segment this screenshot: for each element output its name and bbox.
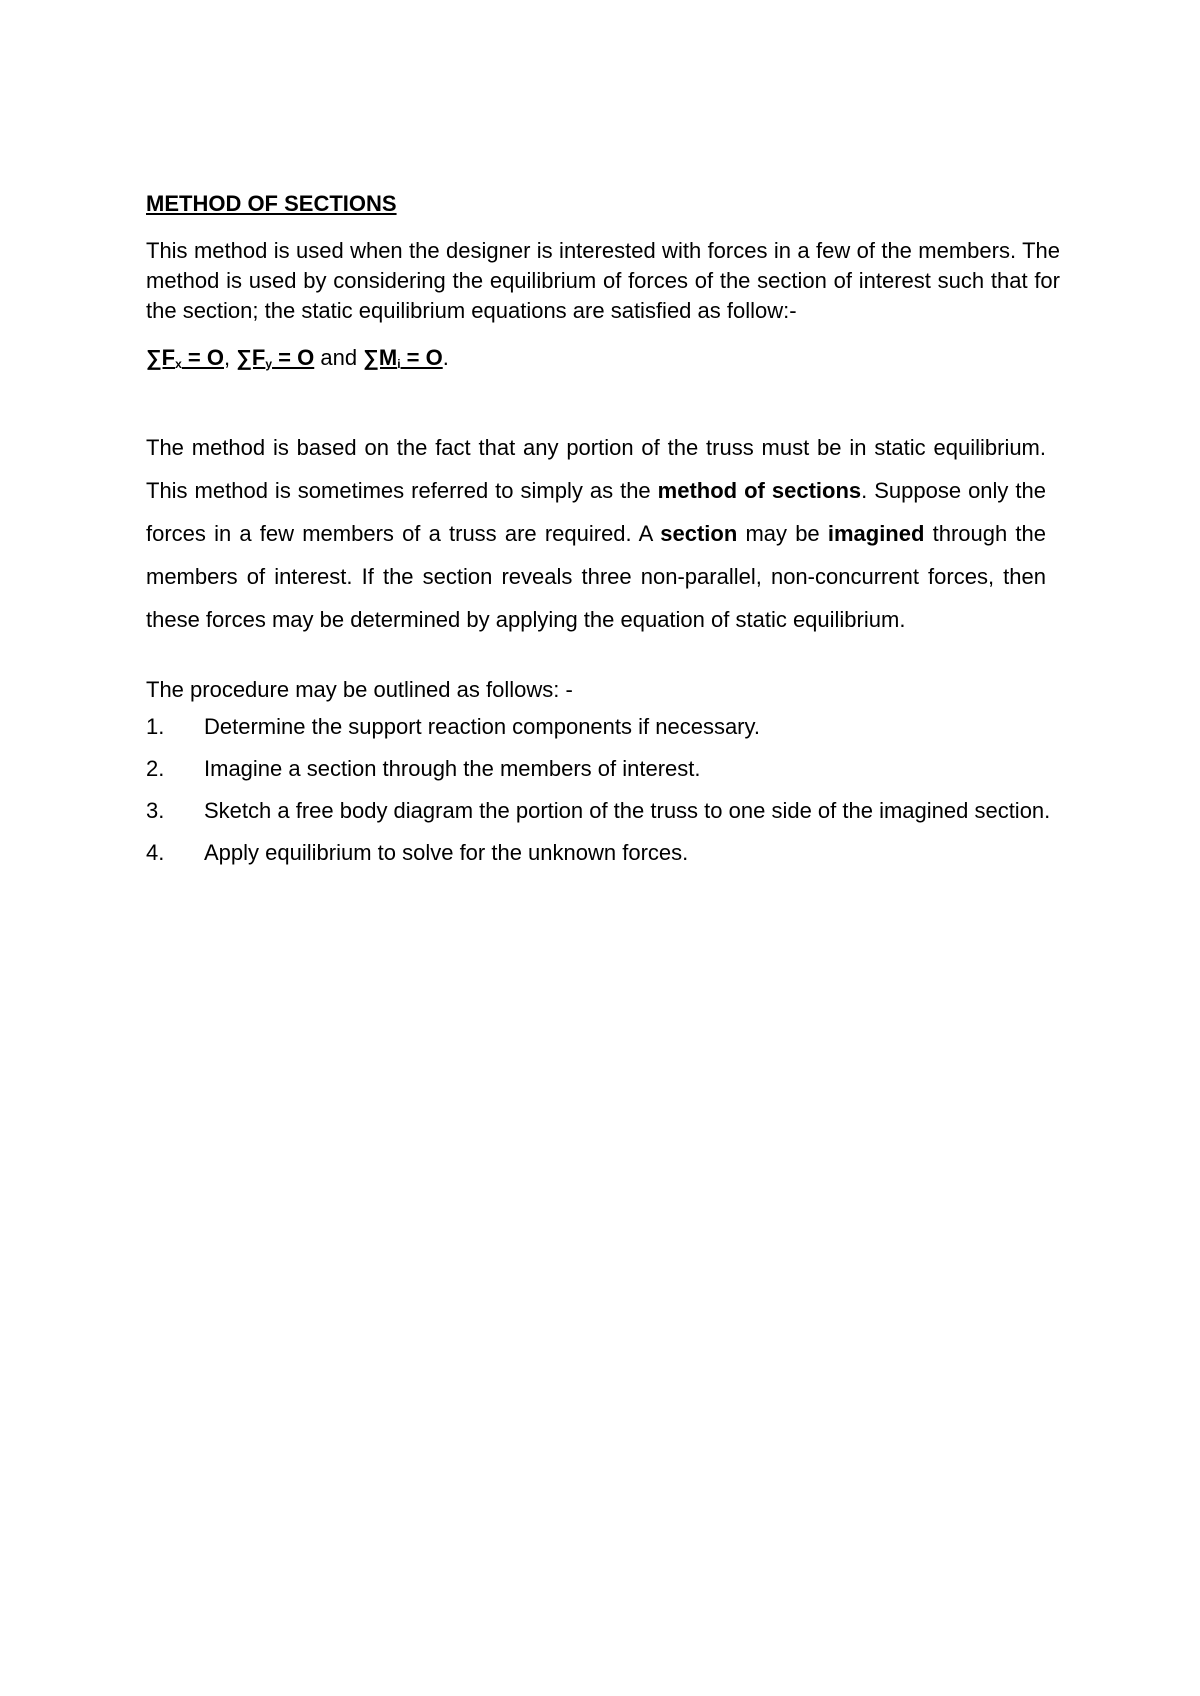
procedure-intro: The procedure may be outlined as follows: - — [146, 677, 573, 702]
step-number: 3. — [146, 798, 165, 823]
step-text: Apply equilibrium to solve for the unknown forces. — [204, 840, 689, 865]
step-number: 1. — [146, 714, 165, 739]
step-number: 4. — [146, 840, 165, 865]
list-item — [146, 713, 1060, 741]
document-page — [146, 190, 1060, 881]
method-description-paragraph: The method is based on the fact that any portion of the truss must be in static equilibrium. This method is sometimes referred to simply as the method of sections. Suppose only the forces in a few members of a truss are required. A section may be imagined through the members of interest. If the section reveals three non-parallel, non-concurrent forces, then these forces may be determined by applying the equation of static equilibrium. — [146, 435, 1047, 632]
sum-m-equation: $\sum M_i = O$ — [363, 345, 443, 371]
equation-separator: , — [224, 345, 237, 370]
step-text: Imagine a section through the members of interest. — [204, 756, 701, 781]
sum-fx-equation: $\sum F_x = O$ — [146, 345, 224, 371]
page-title: METHOD OF SECTIONS — [146, 191, 397, 216]
list-item — [146, 839, 1060, 867]
step-text: Sketch a free body diagram the portion of the truss to one side of the imagined section. — [204, 798, 1051, 823]
equation-end: . — [442, 345, 449, 370]
intro-paragraph: This method is used when the designer is interested with forces in a few of the members. The method is used by considering the equilibrium of forces of the section of interest such that for the section; the static equilibrium equations are satisfied as follow:- — [146, 238, 1060, 323]
list-item — [146, 755, 1060, 783]
step-number: 2. — [146, 756, 165, 781]
sum-fy-equation: $\sum F_y = O$ — [236, 345, 315, 371]
procedure-steps-list — [146, 713, 1060, 867]
list-item — [146, 797, 1060, 825]
bold-term-section: section — [660, 521, 738, 546]
equation-separator: and — [314, 345, 364, 370]
bold-term-imagined: imagined — [827, 521, 925, 546]
equilibrium-equations — [146, 344, 1060, 378]
bold-term-method-of-sections: method of sections — [657, 478, 862, 503]
step-text: Determine the support reaction components if necessary. — [204, 714, 760, 739]
